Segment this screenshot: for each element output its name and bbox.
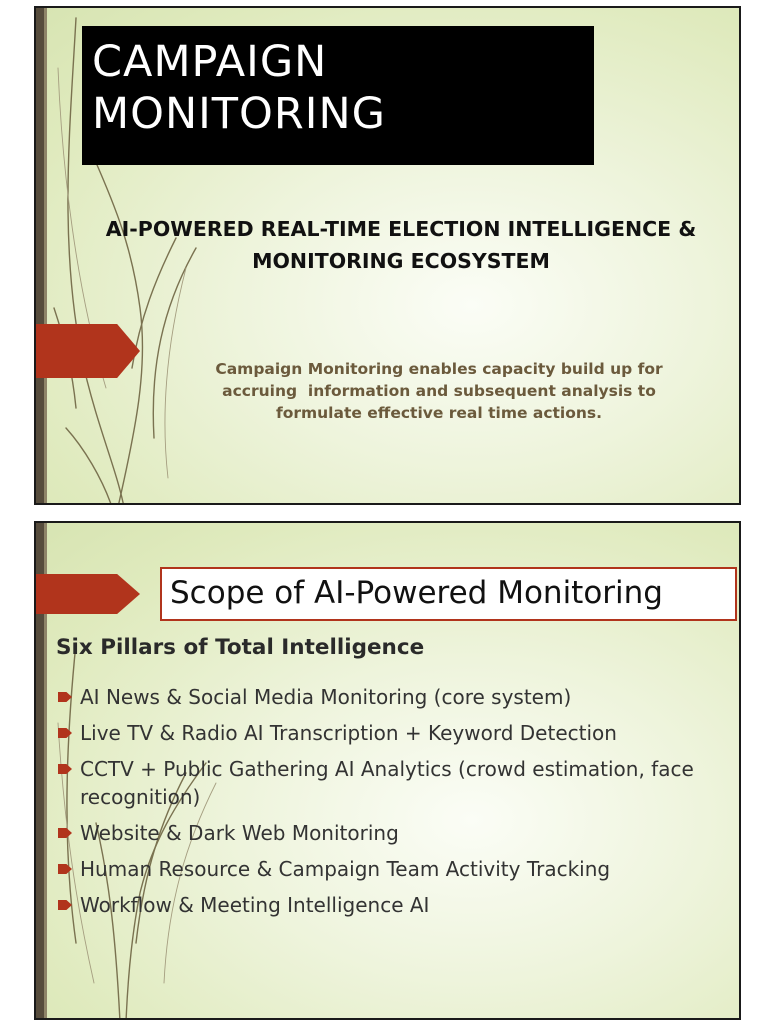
- subtitle-line-1: AI-POWERED REAL-TIME ELECTION INTELLIGENCE &: [105, 217, 697, 241]
- pillar-label: Website & Dark Web Monitoring: [80, 821, 399, 845]
- arrow-bullet-icon: [54, 719, 80, 747]
- pillar-list: [54, 683, 738, 927]
- arrow-bullet-icon: [54, 855, 80, 883]
- arrow-bullet-icon: [54, 891, 80, 919]
- list-item: [54, 755, 738, 811]
- slide-description: [184, 358, 694, 424]
- pillar-label: Workflow & Meeting Intelligence AI: [80, 893, 430, 917]
- page-title-line-2: MONITORING: [92, 89, 386, 139]
- list-item: [54, 719, 738, 747]
- description-line-1: Campaign Monitoring enables capacity build up for: [215, 360, 663, 378]
- description-line-3: formulate effective real time actions.: [275, 404, 603, 422]
- list-item: [54, 855, 738, 883]
- arrow-bullet-icon: [54, 683, 80, 711]
- title-box: [82, 26, 594, 165]
- list-item: [54, 819, 738, 847]
- pillar-label: Human Resource & Campaign Team Activity Tracking: [80, 857, 611, 881]
- arrow-bullet-icon: [54, 819, 80, 847]
- slide-scope: [34, 521, 741, 1020]
- arrow-bullet-icon: [54, 755, 80, 783]
- description-line-2: accruing information and subsequent analysis to: [222, 382, 656, 400]
- pillar-label: AI News & Social Media Monitoring (core system): [80, 685, 572, 709]
- page-title: Scope of AI-Powered Monitoring: [170, 575, 663, 611]
- list-item: [54, 891, 738, 919]
- page-title-line-1: CAMPAIGN: [92, 37, 328, 87]
- slide-campaign-monitoring: [34, 6, 741, 505]
- slide-subtitle: [66, 213, 736, 277]
- subtitle-line-2: MONITORING ECOSYSTEM: [252, 249, 550, 273]
- title-box: [160, 567, 737, 621]
- pillar-label: Live TV & Radio AI Transcription + Keyword Detection: [80, 721, 617, 745]
- pillar-label: CCTV + Public Gathering AI Analytics (crowd estimation, face recognition): [80, 757, 694, 809]
- section-heading: Six Pillars of Total Intelligence: [56, 635, 425, 660]
- list-item: [54, 683, 738, 711]
